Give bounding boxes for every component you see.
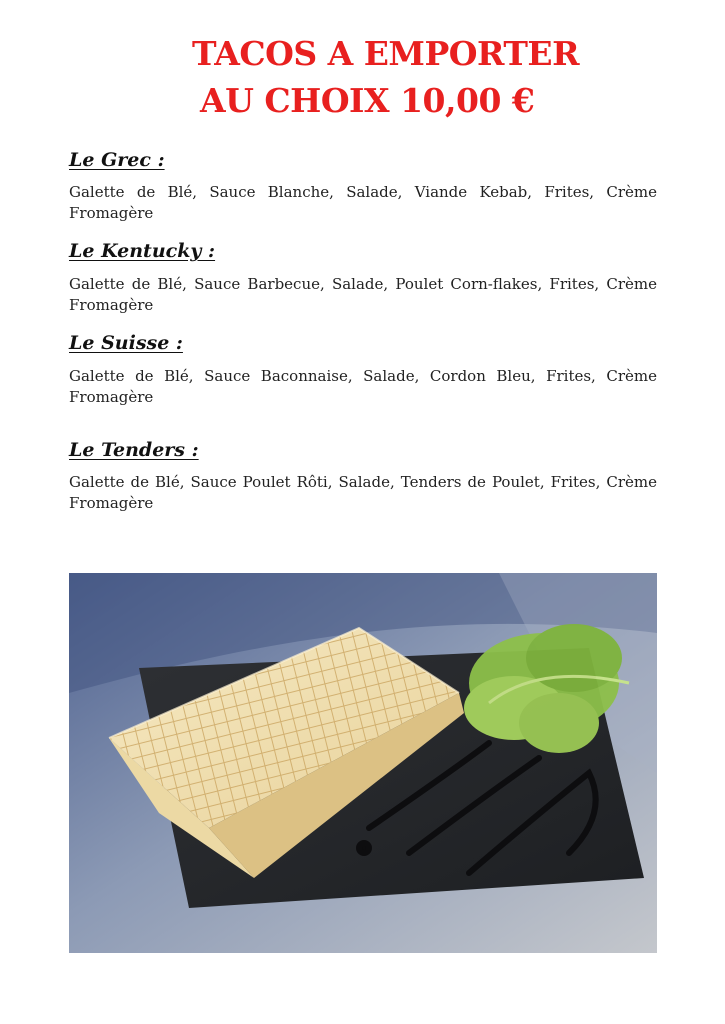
page-title-line2: AU CHOIX 10,00 €: [200, 81, 535, 120]
menu-item-name: Le Tenders :: [69, 439, 199, 461]
menu-item-name: Le Grec :: [69, 149, 165, 171]
menu-item-description: Galette de Blé, Sauce Poulet Rôti, Salade, Tenders de Poulet, Frites, Crème Fromagère: [69, 473, 657, 512]
menu-item-description: Galette de Blé, Sauce Baconnaise, Salade, Cordon Bleu, Frites, Crème Fromagère: [69, 367, 657, 406]
page-title-line1: TACOS A EMPORTER: [192, 34, 580, 73]
menu-item-name: Le Kentucky :: [69, 240, 216, 262]
menu-item-description: Galette de Blé, Sauce Blanche, Salade, Viande Kebab, Frites, Crème Fromagère: [69, 183, 657, 222]
menu-item-description: Galette de Blé, Sauce Barbecue, Salade, Poulet Corn-flakes, Frites, Crème Fromagère: [69, 275, 657, 314]
tacos-photo: [69, 573, 657, 953]
menu-item-name: Le Suisse :: [69, 332, 183, 354]
